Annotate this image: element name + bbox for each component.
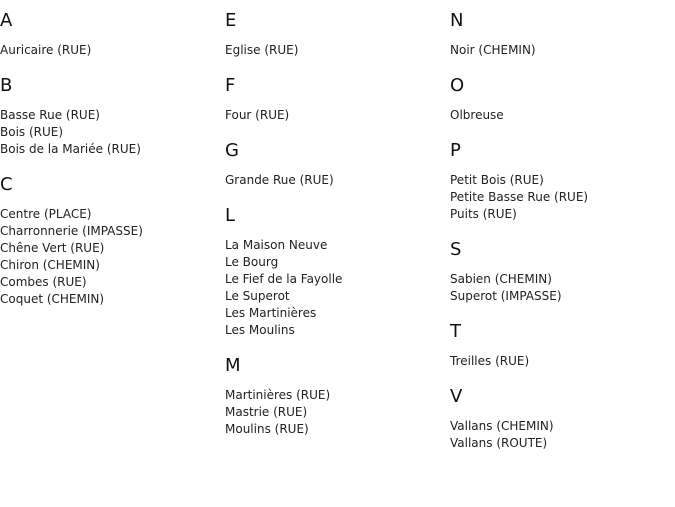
letter-group bbox=[225, 205, 447, 339]
street-link[interactable]: Vallans (CHEMIN) bbox=[450, 419, 554, 433]
street-link[interactable]: Chiron (CHEMIN) bbox=[0, 258, 100, 272]
street-list bbox=[225, 172, 447, 189]
street-link[interactable]: Bois de la Mariée (RUE) bbox=[0, 142, 141, 156]
street-list bbox=[225, 387, 447, 438]
street-link[interactable]: Treilles (RUE) bbox=[450, 354, 530, 368]
street-list bbox=[450, 271, 672, 305]
letter-group bbox=[225, 355, 447, 438]
letter-heading: N bbox=[450, 10, 464, 31]
street-link[interactable]: Les Moulins bbox=[225, 323, 295, 337]
letter-group bbox=[225, 75, 447, 124]
letter-group bbox=[0, 10, 222, 59]
street-link[interactable]: Bois (RUE) bbox=[0, 125, 64, 139]
street-link[interactable]: Chêne Vert (RUE) bbox=[0, 241, 105, 255]
street-link[interactable]: Olbreuse bbox=[450, 108, 504, 122]
letter-heading: G bbox=[225, 140, 239, 161]
letter-heading: F bbox=[225, 75, 236, 96]
letter-group bbox=[225, 10, 447, 59]
street-link[interactable]: Martinières (RUE) bbox=[225, 388, 331, 402]
street-link[interactable]: Mastrie (RUE) bbox=[225, 405, 308, 419]
letter-group bbox=[225, 140, 447, 189]
letter-heading: C bbox=[0, 174, 13, 195]
street-list bbox=[450, 42, 672, 59]
street-link[interactable]: Vallans (ROUTE) bbox=[450, 436, 548, 450]
letter-heading: M bbox=[225, 355, 241, 376]
street-link[interactable]: Noir (CHEMIN) bbox=[450, 43, 536, 57]
street-link[interactable]: Basse Rue (RUE) bbox=[0, 108, 100, 122]
street-column-3 bbox=[450, 10, 672, 468]
street-link[interactable]: Charronnerie (IMPASSE) bbox=[0, 224, 143, 238]
street-list bbox=[225, 237, 447, 339]
street-link[interactable]: Les Martinières bbox=[225, 306, 317, 320]
letter-heading: T bbox=[450, 321, 461, 342]
street-link[interactable]: Combes (RUE) bbox=[0, 275, 87, 289]
street-link[interactable]: Centre (PLACE) bbox=[0, 207, 92, 221]
letter-group bbox=[450, 239, 672, 305]
street-link[interactable]: Sabien (CHEMIN) bbox=[450, 272, 552, 286]
street-link[interactable]: Le Superot bbox=[225, 289, 290, 303]
letter-heading: V bbox=[450, 386, 463, 407]
letter-heading: O bbox=[450, 75, 465, 96]
street-link[interactable]: Le Fief de la Fayolle bbox=[225, 272, 343, 286]
street-link[interactable]: Petit Bois (RUE) bbox=[450, 173, 544, 187]
letter-group bbox=[450, 75, 672, 124]
letter-heading: E bbox=[225, 10, 237, 31]
street-link[interactable]: Moulins (RUE) bbox=[225, 422, 309, 436]
street-link[interactable]: Le Bourg bbox=[225, 255, 279, 269]
letter-heading: P bbox=[450, 140, 461, 161]
street-link[interactable]: Puits (RUE) bbox=[450, 207, 517, 221]
street-list bbox=[225, 42, 447, 59]
street-link[interactable]: Petite Basse Rue (RUE) bbox=[450, 190, 589, 204]
street-list bbox=[450, 172, 672, 223]
street-column-1 bbox=[0, 10, 222, 324]
letter-group bbox=[450, 10, 672, 59]
street-link[interactable]: Coquet (CHEMIN) bbox=[0, 292, 105, 306]
street-link[interactable]: Superot (IMPASSE) bbox=[450, 289, 562, 303]
street-link[interactable]: Four (RUE) bbox=[225, 108, 290, 122]
letter-group bbox=[450, 140, 672, 223]
letter-group bbox=[0, 75, 222, 158]
letter-heading: B bbox=[0, 75, 13, 96]
street-column-2 bbox=[225, 10, 447, 454]
street-link[interactable]: Grande Rue (RUE) bbox=[225, 173, 334, 187]
letter-heading: L bbox=[225, 205, 236, 226]
street-list bbox=[450, 353, 672, 370]
street-list bbox=[225, 107, 447, 124]
street-link[interactable]: Auricaire (RUE) bbox=[0, 43, 92, 57]
street-list bbox=[450, 418, 672, 452]
letter-group bbox=[450, 321, 672, 370]
street-link[interactable]: Eglise (RUE) bbox=[225, 43, 299, 57]
street-list bbox=[0, 42, 222, 59]
letter-group bbox=[0, 174, 222, 308]
street-list bbox=[0, 107, 222, 158]
street-list bbox=[450, 107, 672, 124]
letter-heading: S bbox=[450, 239, 462, 260]
letter-heading: A bbox=[0, 10, 13, 31]
street-link[interactable]: La Maison Neuve bbox=[225, 238, 328, 252]
street-list bbox=[0, 206, 222, 308]
letter-group bbox=[450, 386, 672, 452]
